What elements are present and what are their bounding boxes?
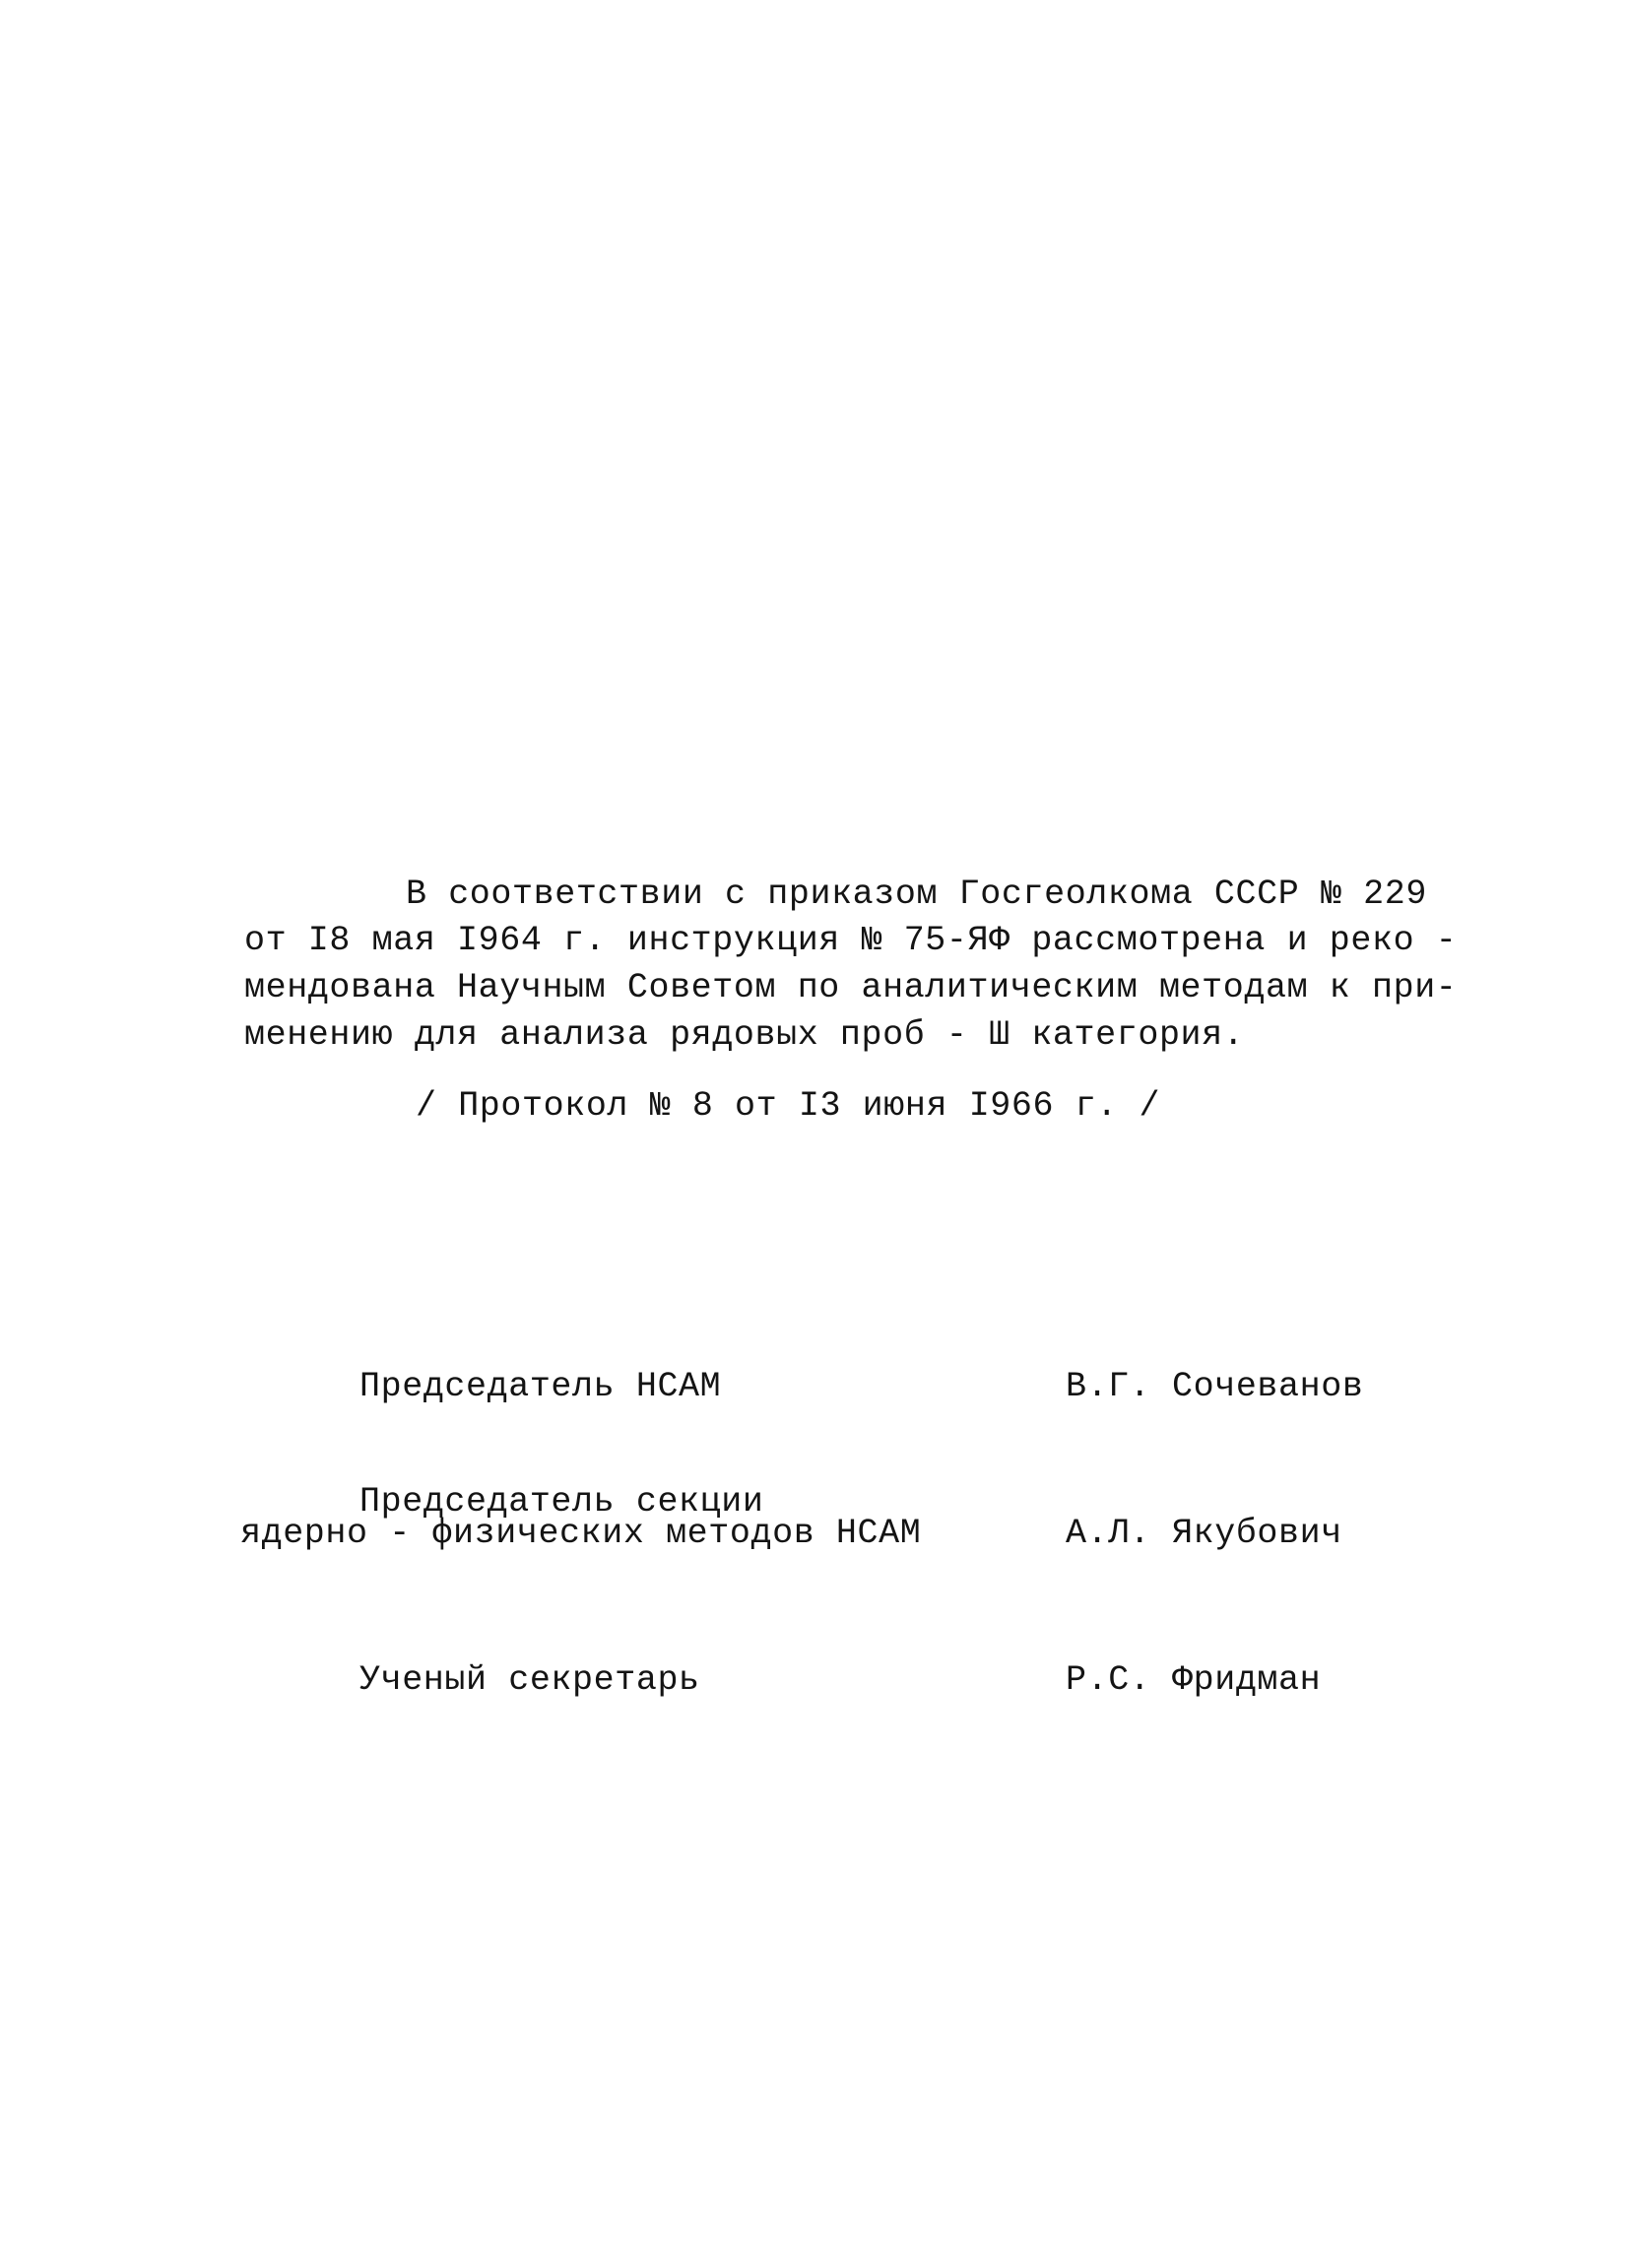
- paragraph-line-3: мендована Научным Советом по аналитическим методам к при-: [244, 968, 1458, 1007]
- signatory-name-yakubovich: А.Л. Якубович: [1066, 1514, 1342, 1553]
- signatory-title-section-chairman-line2: ядерно - физических методов НСАМ: [240, 1514, 922, 1553]
- protocol-reference: / Протокол № 8 от I3 июня I966 г. /: [416, 1086, 1161, 1126]
- signatory-name-sochevanov: В.Г. Сочеванов: [1066, 1367, 1364, 1406]
- paragraph-line-2: от I8 мая I964 г. инструкция № 75-ЯФ рассмотрена и реко -: [244, 921, 1458, 960]
- signatory-title-section-chairman-line1: Председатель секции: [359, 1482, 764, 1522]
- signatory-title-chairman: Председатель НСАМ: [359, 1367, 722, 1406]
- signatory-name-fridman: Р.С. Фридман: [1066, 1660, 1322, 1700]
- paragraph-line-4: менению для анализа рядовых проб - Ш категория.: [244, 1015, 1245, 1055]
- paragraph-line-1: В соответствии с приказом Госгеолкома СССР № 229: [406, 875, 1427, 914]
- signatory-title-secretary: Ученый секретарь: [359, 1660, 700, 1700]
